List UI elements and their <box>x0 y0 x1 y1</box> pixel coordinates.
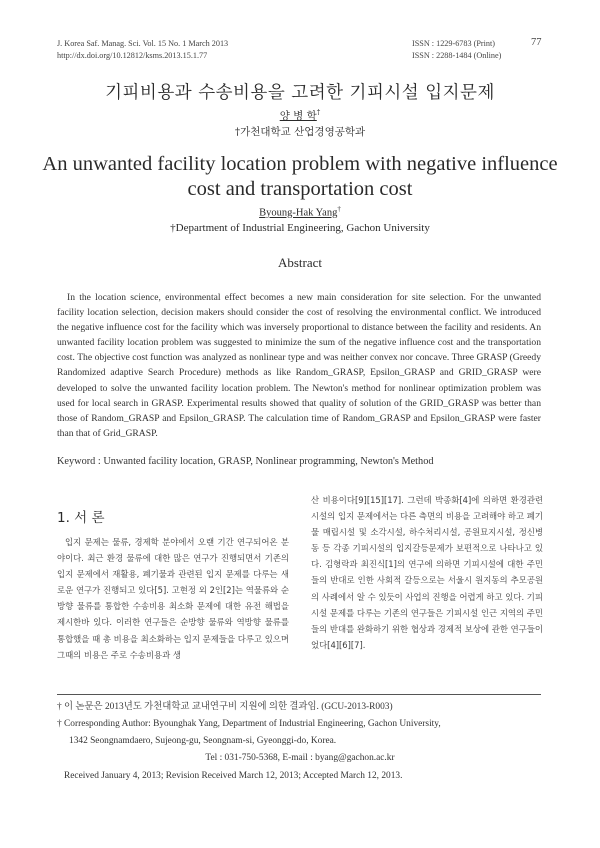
section-heading: 1. 서 론 <box>57 510 105 526</box>
english-author-line <box>0 205 600 219</box>
issn-print: ISSN : 1229-6783 (Print) <box>412 39 496 48</box>
doi-link[interactable]: http://dx.doi.org/10.12812/ksms.2013.15.1.77 <box>57 51 208 60</box>
korean-author-line <box>0 108 600 123</box>
footnote-contact: Tel : 031-750-5368, E-mail : byang@gachon.ac.kr <box>205 753 395 763</box>
korean-affiliation: †가천대학교 산업경영공학과 <box>234 126 366 138</box>
keywords: Keyword : Unwanted facility location, GRASP, Nonlinear programming, Newton's Method <box>57 456 434 467</box>
issn-online: ISSN : 2288-1484 (Online) <box>412 51 502 60</box>
korean-title: 기피비용과 수송비용을 고려한 기피시설 입지문제 <box>105 83 495 103</box>
korean-author: 양 병 학 <box>279 110 317 122</box>
english-affiliation: †Department of Industrial Engineering, Gachon University <box>170 222 430 234</box>
footnote-received-dates: Received January 4, 2013; Revision Received March 12, 2013; Accepted March 12, 2013. <box>64 771 403 781</box>
english-author-mark: † <box>337 205 341 213</box>
korean-author-mark: † <box>316 108 321 117</box>
footnote-funding: † 이 논문은 2013년도 가천대학교 교내연구비 지원에 의한 결과임. (GCU-2013-R003) <box>57 702 393 712</box>
english-title: An unwanted facility location problem with negative influence cost and transportation cost <box>42 153 558 200</box>
english-author: Byoung-Hak Yang <box>259 207 338 219</box>
journal-citation: J. Korea Saf. Manag. Sci. Vol. 15 No. 1 March 2013 <box>57 39 229 48</box>
page-number: 77 <box>531 37 542 48</box>
footnote-address: 1342 Seongnamdaero, Sujeong-gu, Seongnam-si, Gyeonggi-do, Korea. <box>69 736 337 746</box>
abstract-text: In the location science, environmental effect becomes a new main consideration for site selection. For the unwanted facility location selection, decision makers should consider the cost of resolving the environmental conflict. We introduced the negative influence cost for the facility which was inversely proportional to distance between the facility and residents. An unwanted facility location problem was suggested to minimize the sum of the negative influence cost and the transportation cost. The objective cost function was analyzed as nonlinear type and was neither convex nor concave. Three GRASP (Greedy Randomized adaptive Search Procedure) methods as like Random_GRASP, Epsilon_GRASP and GRID_GRASP were developed to solve the unwanted facility location problem. The Newton's method for nonlinear optimization problem was used for local search in GRASP. Experimental results showed that quality of solution of the GRID_GRASP was better than those of Random_GRASP and Epsilon_GRASP. The calculation time of Random_GRASP and Epsilon_GRASP were faster than that of Grid_GRASP. <box>57 292 541 439</box>
footnote-corresponding: † Corresponding Author: Byounghak Yang, Department of Industrial Engineering, Gachon University, <box>57 719 441 729</box>
body-column-right: 산 비용이다[9][15][17]. 그런데 박종화[4]에 의하면 환경관련 시설의 입지 문제에서는 다른 측면의 비용을 고려해야 하고 폐기물 매립시설 및 소각시설, 하수처리시설, 공원묘지시설, 정신병동 등 각종 기피시설의 입지갈등문제가 보편적으로 나타나고 있다. 김형락과 최진식[1]의 연구에 의하면 기피시설에 대한 주민들의 반대로 인한 사회적 갈등으로는 서울시 원지동의 추모공원의 사례에서 알 수 있듯이 사업의 진행을 어렵게 하고 있다. 기피시설 문제를 다루는 기존의 연구들은 기피시설 인근 지역의 주민들의 반대를 완화하기 위한 협상과 경제적 보상에 관한 연구들이었다[4][6][7]. <box>311 495 543 650</box>
body-column-left: 입지 문제는 물류, 경제학 분야에서 오랜 기간 연구되어온 분야이다. 최근 환경 물류에 대한 많은 연구가 진행되면서 기존의 입지 문제에서 재활용, 폐기물과 관련된 입지 문제를 다루는 새로운 연구가 진행되고 있다[5]. 고현정 외 2인[2]는 역물류와 순방향 물류를 통합한 수송비용 최소화 문제에 대한 유전 해법을 제시한바 있다. 이러한 연구들은 순방향 물류와 역방향 물류를 통합했을 때 총 비용을 최소화하는 입지 문제들을 다루고 있으며 그때의 비용은 주로 수송비용과 생 <box>57 537 289 660</box>
abstract-heading: Abstract <box>277 255 323 270</box>
footnote-divider <box>57 694 541 695</box>
